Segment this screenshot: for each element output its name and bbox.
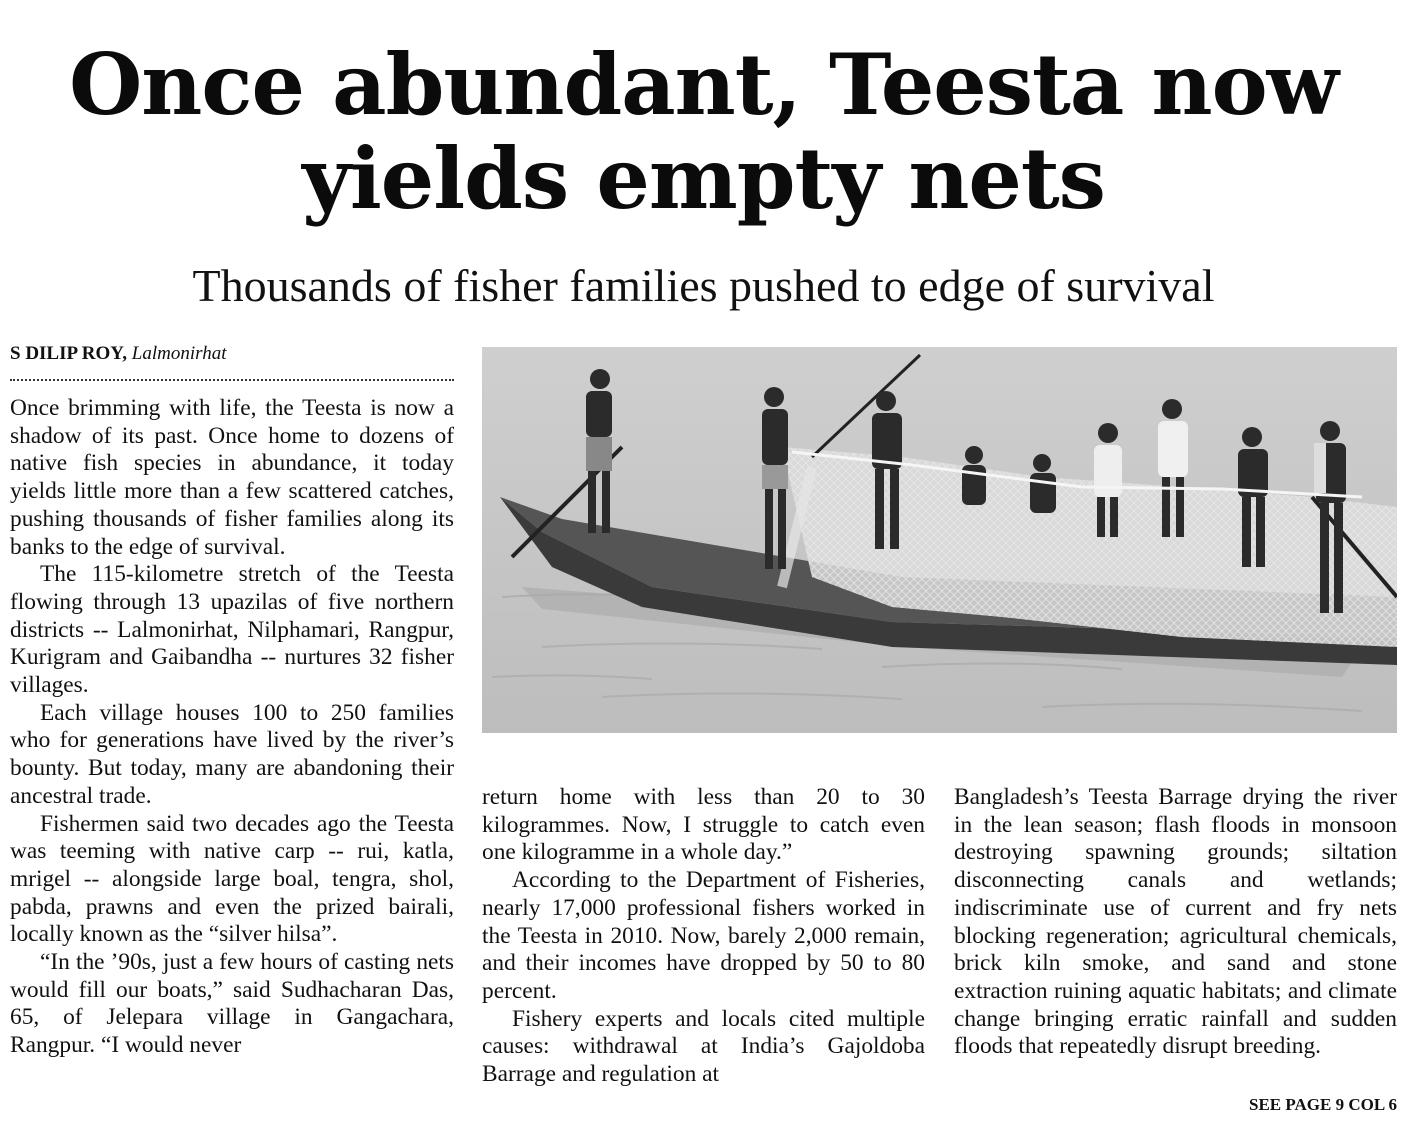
article-paragraph: Once brimming with life, the Teesta is now a shadow of its past. Once home to dozens of native fish species in abundance, it today yields little more than a few scattered catches, pushing thousands of fisher families along its banks to the edge of survival.: [10, 395, 454, 560]
byline-author: S DILIP ROY,: [10, 343, 128, 364]
article-paragraph: “In the ’90s, just a few hours of casting nets would fill our boats,” said Sudhacharan Das, 65, of Jelepara village in Gangachara, Rangpur. “I would never: [10, 949, 454, 1059]
article-column-2: [482, 784, 925, 1124]
article-paragraph: Each village houses 100 to 250 families who for generations have lived by the river’s bounty. But today, many are abandoning their ancestral trade.: [10, 699, 454, 809]
photo-illustration: [482, 347, 1397, 733]
subheadline: Thousands of fisher families pushed to edge of survival: [192, 260, 1215, 311]
byline: [10, 342, 454, 366]
headline: Once abundant, Teesta now yields empty nets: [69, 35, 1338, 229]
article-paragraph: Bangladesh’s Teesta Barrage drying the river in the lean season; flash floods in monsoon destroying spawning grounds; siltation disconnecting canals and wetlands; indiscriminate use of current and fry nets blocking regeneration; agricultural chemicals, brick kiln smoke, and sand and stone extraction ruining aquatic habitats; and climate change bringing erratic rainfall and sudden floods that repeatedly disrupt breeding.: [954, 784, 1397, 1060]
jump-line: SEE PAGE 9 COL 6: [1249, 1095, 1397, 1114]
byline-divider: [10, 379, 454, 381]
article-paragraph: return home with less than 20 to 30 kilogrammes. Now, I struggle to catch even one kilogramme in a whole day.”: [482, 784, 925, 866]
article-paragraph: Fishermen said two decades ago the Teesta was teeming with native carp -- rui, katla, mrigel -- alongside large boal, tengra, shol, pabda, prawns and even the prized bairali, locally known as the “silver hilsa”.: [10, 810, 454, 948]
article-paragraph: The 115-kilometre stretch of the Teesta flowing through 13 upazilas of five northern districts -- Lalmonirhat, Nilphamari, Rangpur, Kurigram and Gaibandha -- nurtures 32 fisher villages.: [10, 561, 454, 699]
article-paragraph: According to the Department of Fisheries, nearly 17,000 professional fishers worked in the Teesta in 2010. Now, barely 2,000 remain, and their incomes have dropped by 50 to 80 percent.: [482, 867, 925, 1004]
fishermen-boat-photo: [482, 347, 1397, 733]
byline-location: Lalmonirhat: [131, 343, 227, 364]
article-column-3: [954, 784, 1397, 1094]
article-column-1: [10, 395, 454, 1123]
article-paragraph: Fishery experts and locals cited multiple causes: withdrawal at India’s Gajoldoba Barrage and regulation at: [482, 1005, 925, 1088]
